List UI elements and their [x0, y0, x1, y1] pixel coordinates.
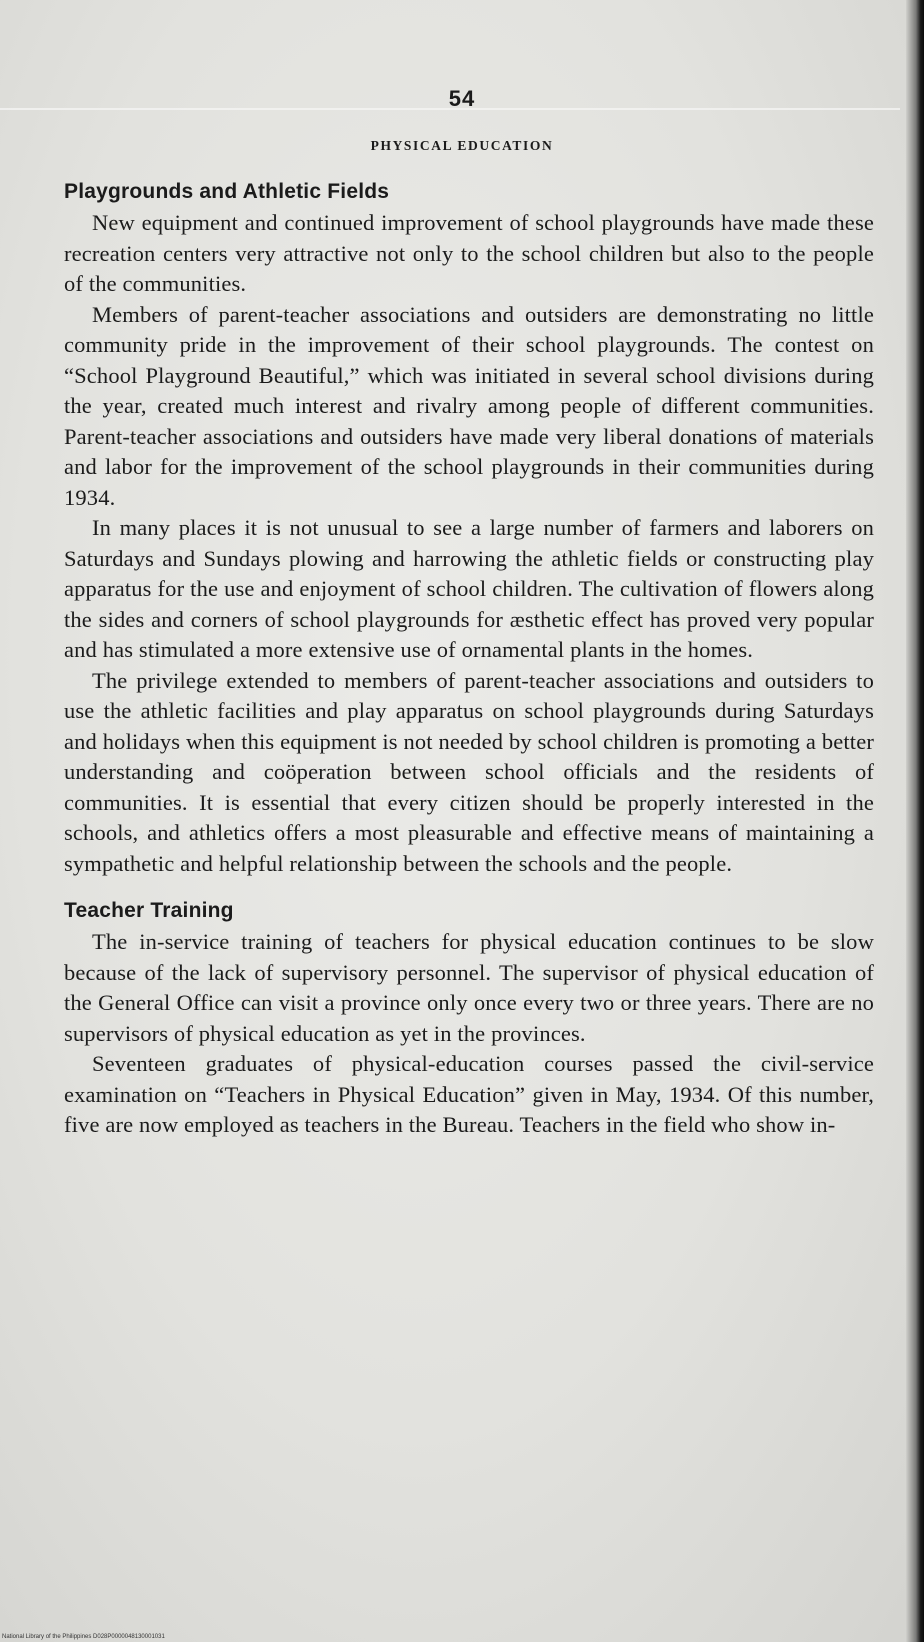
- paragraph: Seventeen graduates of physical-education courses passed the civil-service examination on “Teachers in Physical Education” given in May, 1934. Of this number, five are now employed as teachers in the Bureau. Teachers in the field who show in-: [64, 1051, 874, 1137]
- paragraph: New equipment and continued improvement of school playgrounds have made these recreation centers very attractive not only to the school children but also to the people of the communities.: [64, 210, 874, 296]
- section-heading-teacher-training: Teacher Training: [64, 899, 234, 922]
- section-heading-playgrounds: Playgrounds and Athletic Fields: [64, 180, 390, 203]
- paragraph: Members of parent-teacher associations and outsiders are demonstrating no little community pride in the improvement of their school playgrounds. The contest on “School Playground Beautiful,” which was initiated in several school divisions during the year, created much interest and rivalry among people of different communities. Parent-teacher associations and outsiders have made very liberal donations of materials and labor for the improvement of the school playgrounds in their communities during 1934.: [64, 301, 874, 510]
- paragraph: The in-service training of teachers for physical education continues to be slow because of the lack of supervisory personnel. The supervisor of physical education of the General Office can visit a province only once every two or three years. There are no supervisors of physical education as yet in the provinces.: [64, 929, 874, 1046]
- running-head: PHYSICAL EDUCATION: [370, 138, 554, 153]
- paragraph: The privilege extended to members of parent-teacher associations and outsiders to use the athletic facilities and play apparatus on school playgrounds during Saturdays and holidays when this equipment is not needed by school children is promoting a better understanding and coöperation between school officials and the residents of communities. It is essential that every citizen should be properly interested in the schools, and athletics offers a most pleasurable and effective means of maintaining a sympathetic and helpful relationship between the schools and the people.: [64, 667, 874, 876]
- page-edge-shadow: [906, 0, 924, 1642]
- library-credit: National Library of the Philippines D028P0000048130001031: [2, 1634, 165, 1640]
- page-content: [64, 176, 874, 1141]
- paragraph: In many places it is not unusual to see a large number of farmers and laborers on Saturdays and Sundays plowing and harrowing the athletic fields or constructing play apparatus for the use and enjoyment of school children. The cultivation of flowers along the sides and corners of school playgrounds for æsthetic effect has proved very popular and has stimulated a more extensive use of ornamental plants in the homes.: [64, 515, 874, 662]
- page-number: 54: [448, 86, 476, 111]
